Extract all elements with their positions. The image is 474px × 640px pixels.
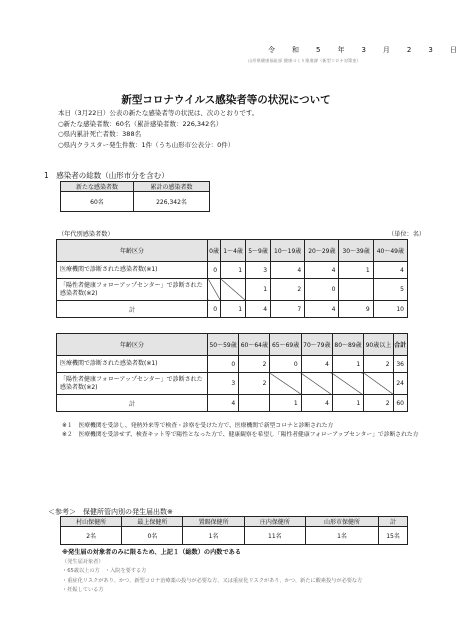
- age-header: 5～9歳: [246, 240, 271, 262]
- intro-new-cases: ○新たな感染者数：60名（累計感染者数：226,342名）: [58, 119, 223, 128]
- table-cell: 4: [271, 262, 305, 279]
- table-cell: 7: [271, 301, 305, 318]
- table-cell: [270, 373, 301, 395]
- hc-header: 計: [379, 517, 408, 527]
- hc-value: 2名: [61, 527, 122, 545]
- intro-deaths: ○県内累計死亡者数：388名: [58, 130, 142, 138]
- summary-value-total: 226,342名: [134, 192, 210, 212]
- table-cell: 4: [373, 262, 407, 279]
- table-cell: [364, 373, 393, 395]
- age-table-caption: （年代別感染者数）: [58, 231, 114, 238]
- age-header: 90歳以上: [364, 334, 393, 356]
- notes-block: [62, 422, 419, 440]
- row-label: 計: [57, 301, 208, 318]
- row-label: 「陽性者健康フォローアップセンター」で診断された感染者数(※2): [57, 279, 208, 301]
- table-cell: 0: [305, 279, 339, 301]
- table-cell: [208, 279, 221, 301]
- hc-value: 15名: [379, 527, 408, 545]
- hc-header: 村山保健所: [61, 517, 122, 527]
- age-header: 20～29歳: [305, 240, 339, 262]
- table-cell: 4: [246, 301, 271, 318]
- age-table-top: [56, 239, 408, 318]
- hc-header: 山形市保健所: [305, 517, 378, 527]
- table-cell: 0: [208, 262, 221, 279]
- hc-value: 11名: [244, 527, 305, 545]
- table-cell: 2: [239, 373, 270, 395]
- age-header: 0歳: [208, 240, 221, 262]
- age-table-unit: （単位：名）: [388, 231, 426, 238]
- footnote-line: ・妊娠している方: [62, 587, 104, 593]
- table-cell: 2: [271, 279, 305, 301]
- table-cell: [301, 373, 332, 395]
- hc-value: 1名: [305, 527, 378, 545]
- table-cell: 1: [221, 301, 246, 318]
- table-cell: 2: [239, 356, 270, 373]
- age-header: 50～59歳: [208, 334, 239, 356]
- table-cell: 1: [246, 279, 271, 301]
- health-center-table: [60, 516, 408, 545]
- hc-header: 庄内保健所: [244, 517, 305, 527]
- intro-lead: 本日（3月22日）公表の新たな感染者等の状況は、次のとおりです。: [58, 109, 259, 117]
- table-cell: 5: [373, 279, 407, 301]
- age-header: 70～79歳: [301, 334, 332, 356]
- summary-header-total: 累計の感染者数: [134, 182, 210, 192]
- summary-header-new: 新たな感染者数: [61, 182, 134, 192]
- table-cell: 4: [208, 395, 239, 412]
- age-header: 60～64歳: [239, 334, 270, 356]
- table-cell: 60: [393, 395, 407, 412]
- age-table-bottom: [56, 333, 408, 412]
- table-cell: 0: [208, 356, 239, 373]
- summary-value-new: 60名: [61, 192, 134, 212]
- table-cell: [332, 373, 363, 395]
- table-cell: 2: [364, 356, 393, 373]
- age-header: 年齢区分: [57, 240, 208, 262]
- row-label: 計: [57, 395, 208, 412]
- table-cell: [339, 279, 373, 301]
- hc-value: 1名: [183, 527, 244, 545]
- table-cell: 0: [270, 356, 301, 373]
- footnote-line: ・65歳以上の方 ・入院を要する方: [62, 568, 147, 574]
- table-cell: 1: [221, 262, 246, 279]
- footnote-line: （発生届対象者）: [62, 558, 104, 565]
- table-cell: 1: [270, 395, 301, 412]
- section2-heading: ＜参考＞ 保健所管内別の発生届出数※: [48, 508, 173, 516]
- age-header: 65～69歳: [270, 334, 301, 356]
- table-cell: [221, 279, 246, 301]
- age-header-total: 合計: [393, 334, 407, 356]
- row-label: 医療機関で診断された感染者数(※1): [57, 356, 208, 373]
- table-cell: [239, 395, 270, 412]
- intro-clusters: ○県内クラスター発生件数：1件（うち山形市公表分：0件）: [58, 140, 235, 149]
- age-header: 年齢区分: [57, 334, 208, 356]
- report-date: 令和5年3月23日: [268, 46, 474, 54]
- table-cell: 4: [305, 262, 339, 279]
- table-cell: 9: [339, 301, 373, 318]
- table-cell: 2: [364, 395, 393, 412]
- table-cell: 1: [332, 356, 363, 373]
- footnote-bold: ※発生届の対象者のみに限るため、上記１（総数）の内数である: [62, 549, 242, 556]
- table-cell: 4: [301, 356, 332, 373]
- hc-header: 置賜保健所: [183, 517, 244, 527]
- intro-block: [58, 108, 258, 150]
- footnote-line: ・重症化リスクがあり、かつ、新型コロナ治療薬の投与が必要な方、又は重症化リスクがあり、かつ、新たに酸素投与が必要な方: [62, 577, 363, 584]
- issuer-name: 山形県健康福祉部 健康づくり推進課（新型コロナ対策室）: [248, 58, 361, 63]
- table-cell: 1: [339, 262, 373, 279]
- table-cell: 24: [393, 373, 407, 395]
- hc-value: 0名: [122, 527, 183, 545]
- age-header: 1～4歳: [221, 240, 246, 262]
- footnote-block: [62, 548, 362, 596]
- table-cell: 3: [208, 373, 239, 395]
- table-cell: 0: [208, 301, 221, 318]
- age-header: 10～19歳: [271, 240, 305, 262]
- table-cell: 3: [246, 262, 271, 279]
- table-cell: 10: [373, 301, 407, 318]
- table-cell: 4: [305, 301, 339, 318]
- row-label: 「陽性者健康フォローアップセンター」で診断された感染者数(※2): [57, 373, 208, 395]
- age-header: 40～49歳: [373, 240, 407, 262]
- age-header: 80～89歳: [332, 334, 363, 356]
- age-header: 30～39歳: [339, 240, 373, 262]
- note-1: ※１ 医療機関を受診し、発熱外来等で検査・診察を受けた方で、医療機関で新型コロナと診断された方: [62, 423, 334, 429]
- page-title: 新型コロナウイルス感染者等の状況について: [121, 94, 331, 106]
- table-cell: 4: [301, 395, 332, 412]
- summary-table: [60, 181, 210, 212]
- note-2: ※２ 医療機関を受診せず、検査キット等で陽性となった方で、健康観察を希望し「陽性者健康フォローアップセンター」で診断された方: [62, 432, 419, 438]
- table-cell: 36: [393, 356, 407, 373]
- table-cell: 1: [332, 395, 363, 412]
- hc-header: 最上保健所: [122, 517, 183, 527]
- row-label: 医療機関で診断された感染者数(※1): [57, 262, 208, 279]
- section1-heading: 1 感染者の総数（山形市分を含む）: [44, 171, 169, 180]
